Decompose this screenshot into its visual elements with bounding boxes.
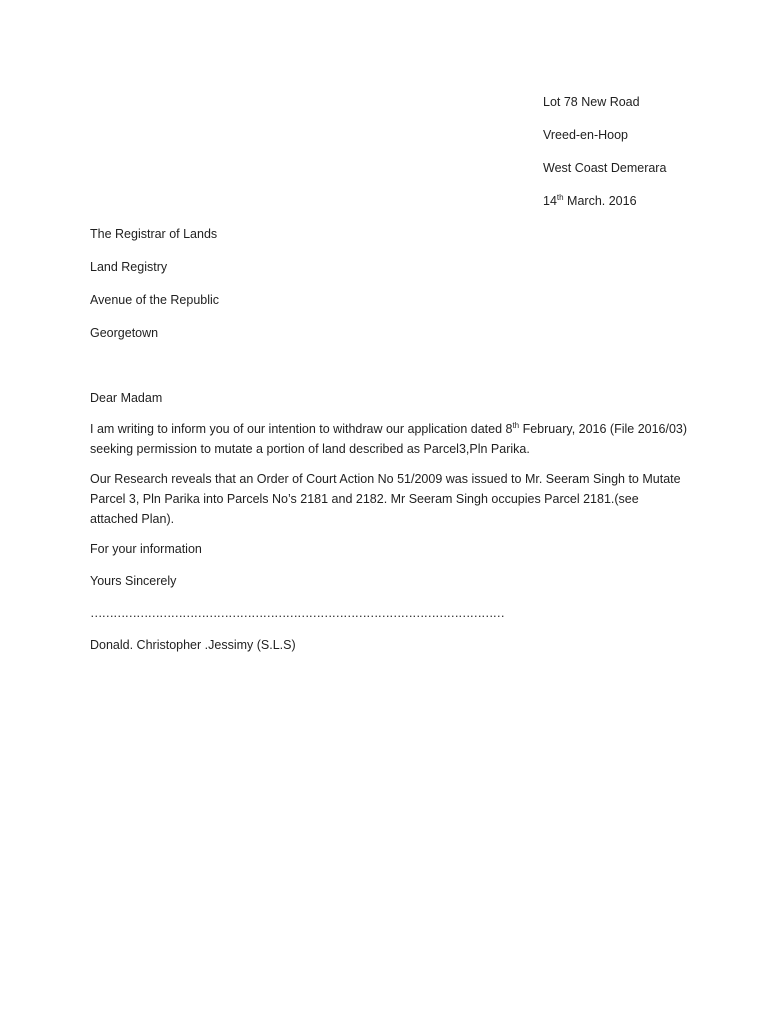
paragraph-withdrawal-part2: February, 2016 (File 2016/03) seeking permission to mutate a portion of land described as Parcel3,Pln Parika. — [90, 422, 688, 456]
paragraph-research: Our Research reveals that an Order of Court Action No 51/2009 was issued to Mr. Seeram Singh to Mutate Parcel 3, Pln Parika into Parcels No’s 2181 and 2182. Mr Seeram Singh occupies Parcel 2181.(see attached Plan). — [90, 472, 681, 526]
recipient-line-2: Land Registry — [90, 260, 168, 274]
signature-line: ……………………………………………………………………………………………… — [90, 606, 504, 620]
paragraph-withdrawal-part1: I am writing to inform you of our intention to withdraw our application dated 8 — [90, 422, 513, 436]
paragraph-withdrawal — [90, 419, 690, 459]
recipient-line-1: The Registrar of Lands — [90, 227, 218, 241]
recipient-address — [90, 224, 490, 356]
recipient-line-3: Avenue of the Republic — [90, 293, 220, 307]
sender-address-line-2: Vreed-en-Hoop — [543, 128, 629, 142]
closing: Yours Sincerely — [90, 574, 177, 588]
letter-body — [90, 388, 690, 667]
signatory-name: Donald. Christopher .Jessimy (S.L.S) — [90, 638, 296, 652]
recipient-line-4: Georgetown — [90, 326, 159, 340]
info-line: For your information — [90, 542, 202, 556]
date-rest: March. 2016 — [563, 194, 637, 208]
sender-address-line-1: Lot 78 New Road — [543, 95, 640, 109]
sender-address — [543, 92, 753, 224]
salutation: Dear Madam — [90, 391, 163, 405]
sender-address-line-3: West Coast Demerara — [543, 161, 667, 175]
date-suffix: th — [556, 192, 564, 202]
paragraph-withdrawal-sup: th — [512, 420, 520, 430]
date-day: 14 — [543, 194, 557, 208]
letter-date — [543, 191, 753, 224]
